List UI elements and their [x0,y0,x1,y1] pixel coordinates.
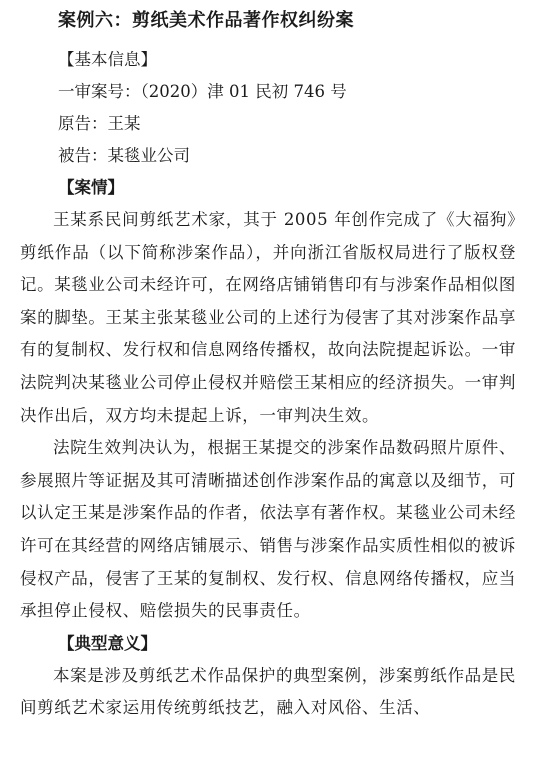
significance-paragraph-1: 本案是涉及剪纸艺术作品保护的典型案例，涉案剪纸作品是民间剪纸艺术家运用传统剪纸技艺，融入对风俗、生活、 [20,665,516,718]
case-number: 一审案号：（2020）津 01 民初 746 号 [58,82,347,101]
defendant: 被告：某毯业公司 [58,146,190,165]
plaintiff: 原告：王某 [58,114,141,133]
basic-info-heading: 【基本信息】 [58,50,157,69]
significance-heading: 【典型意义】 [58,633,157,653]
facts-paragraph-1: 王某系民间剪纸艺术家，其于 2005 年创作完成了《大福狗》剪纸作品（以下简称涉案作品），并向浙江省版权局进行了版权登记。某毯业公司未经许可，在网络店铺销售印有与涉案作品相似图案的脚垫。王某主张某毯业公司的上述行为侵害了其对涉案作品享有的复制权、发行权和信息网络传播权，故向法院提起诉讼。一审法院判决某毯业公司停止侵权并赔偿王某相应的经济损失。一审判决作出后，双方均未提起上诉，一审判决生效。 [20,210,516,425]
facts-heading: 【案情】 [58,178,124,197]
facts-paragraph-2: 法院生效判决认为，根据王某提交的涉案作品数码照片原件、参展照片等证据及其可清晰描述创作涉案作品的寓意以及细节，可以认定王某是涉案作品的作者，依法享有著作权。某毯业公司未经许可在其经营的网络店铺展示、销售与涉案作品实质性相似的被诉侵权产品，侵害了王某的复制权、发行权、信息网络传播权，应当承担停止侵权、赔偿损失的民事责任。 [20,438,516,621]
case-title: 案例六：剪纸美术作品著作权纠纷案 [58,10,354,31]
